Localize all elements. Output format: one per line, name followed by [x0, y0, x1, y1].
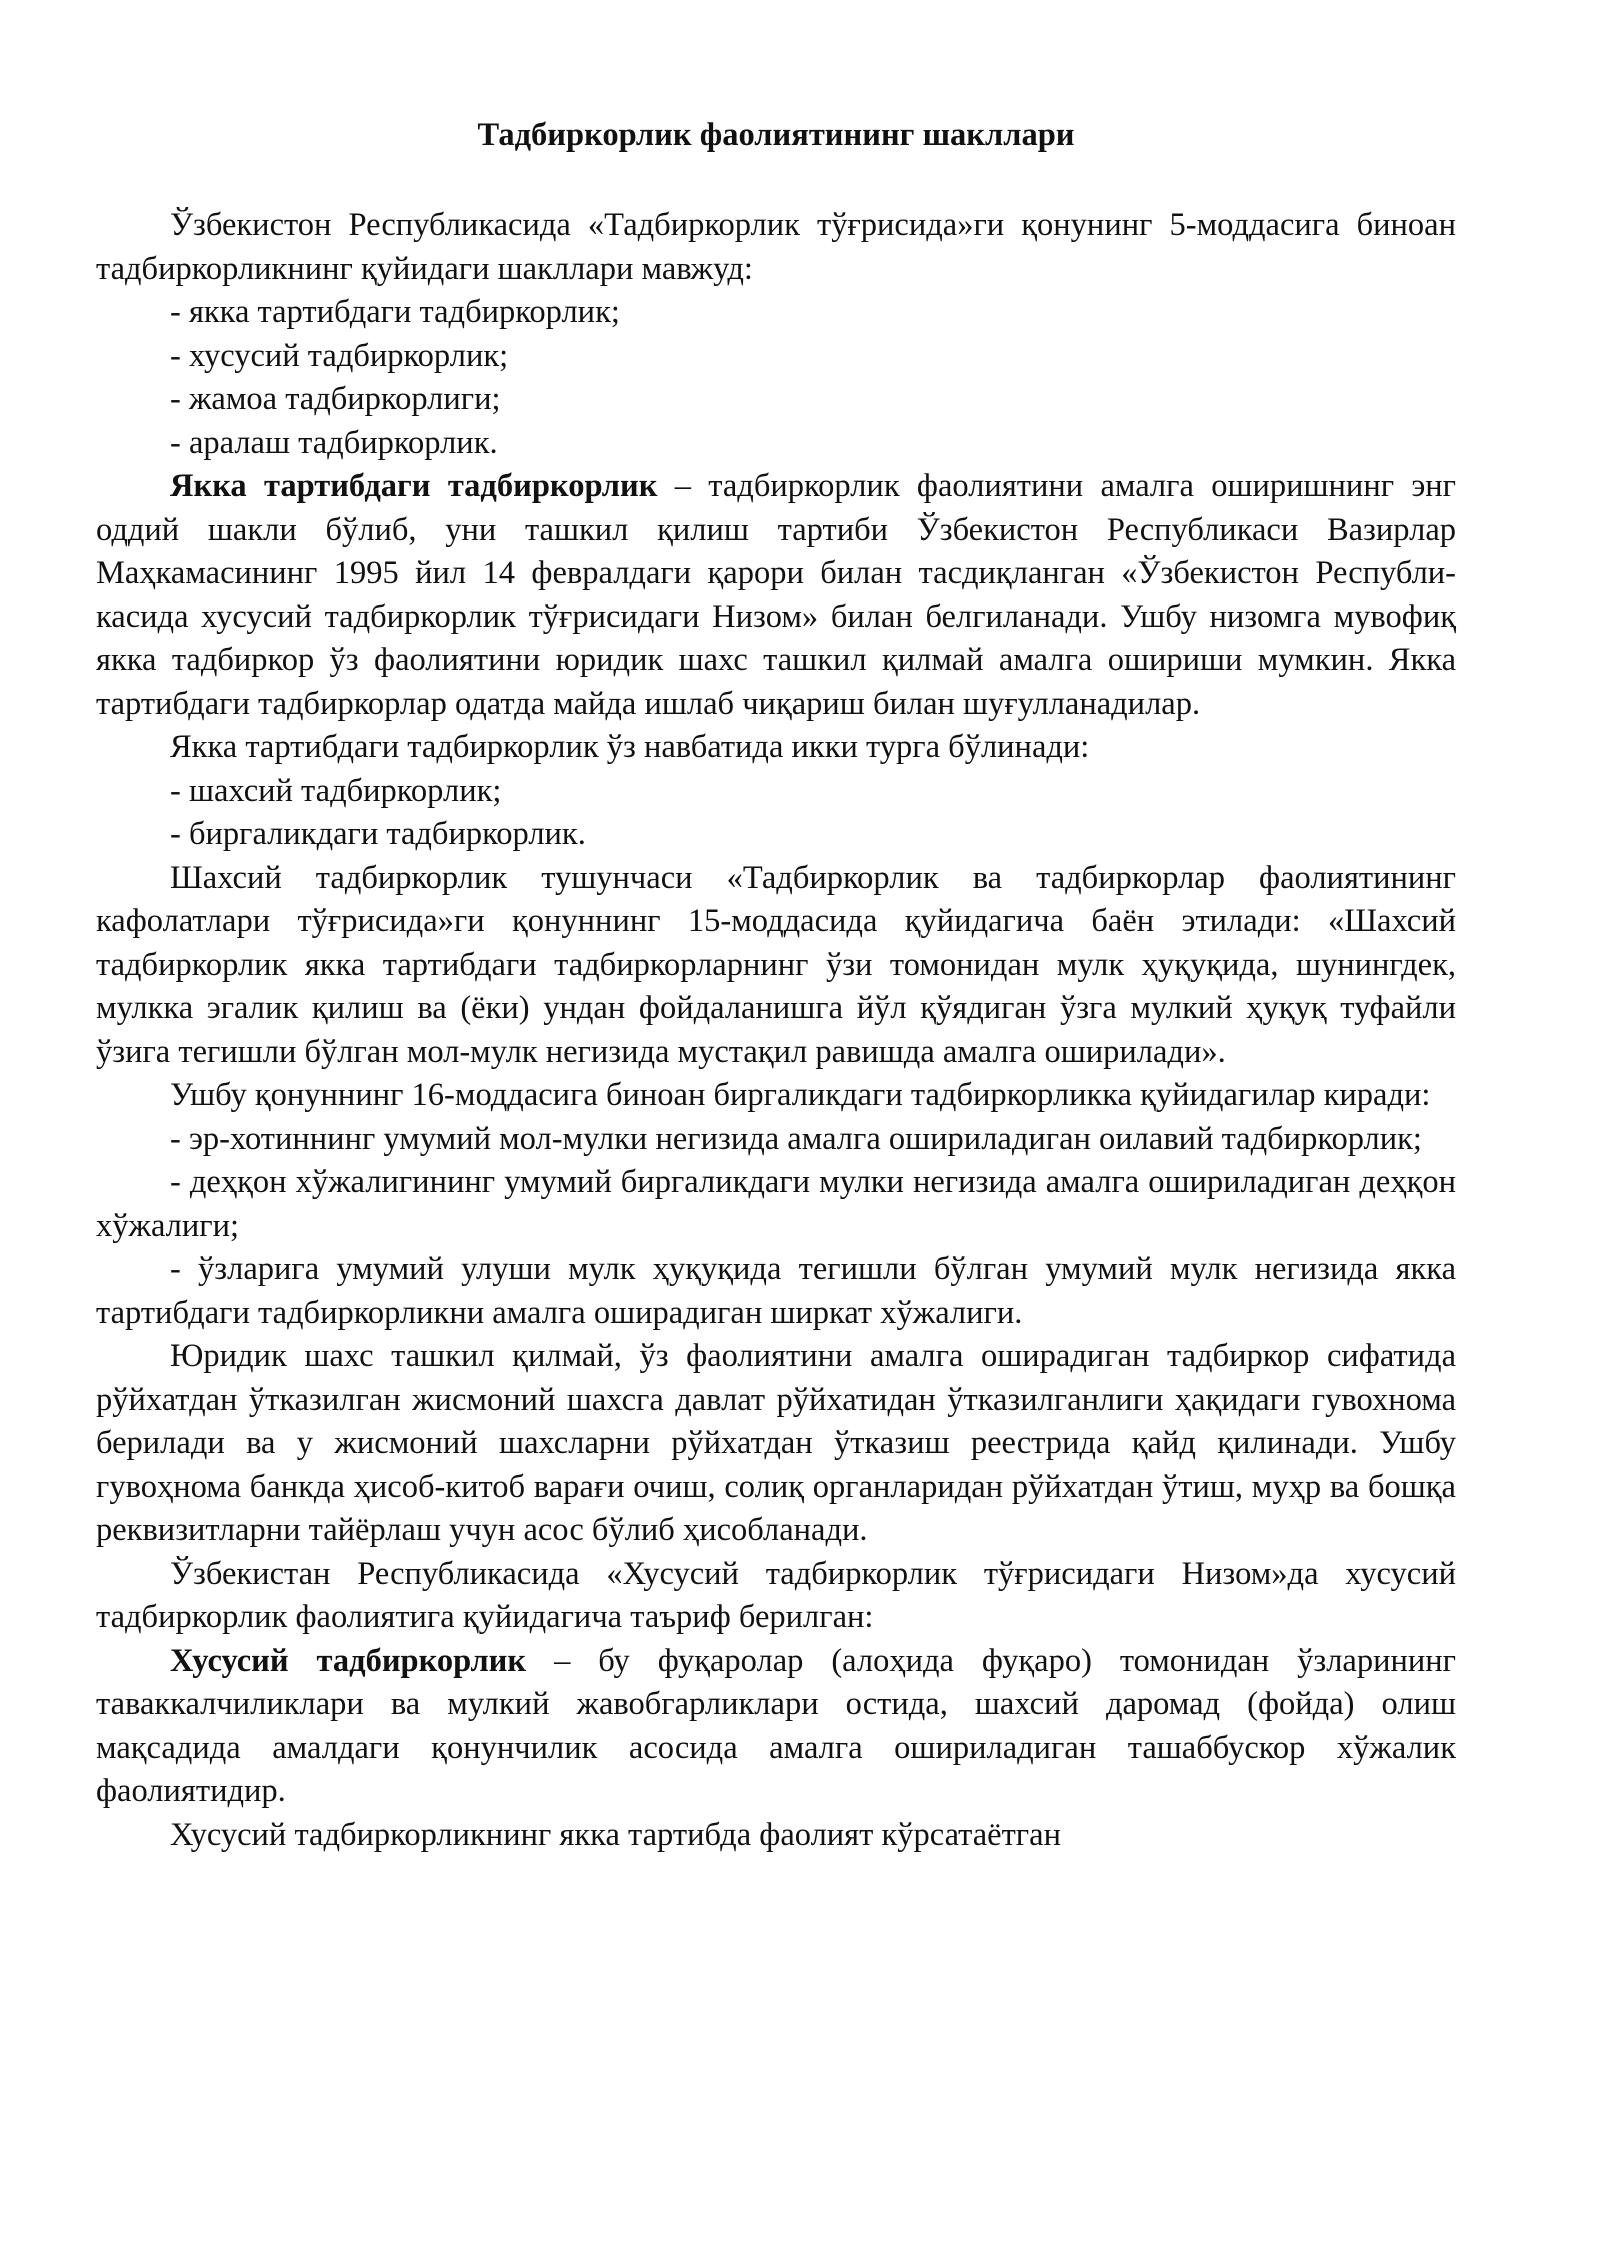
paragraph-intro: Ўзбекистон Республикасида «Тадбиркорлик тўғрисида»ги қонунинг 5-моддасига биноан тадбиркорликнинг қуйидаги шакллари мавжуд: — [96, 207, 1456, 287]
list-item: - биргаликдаги тадбиркорлик. — [170, 816, 586, 852]
list-item: - эр-хотиннинг умумий мол-мулки негизида амалга ошириладиган оилавий тадбиркорлик; — [170, 1120, 1422, 1157]
paragraph-types: Якка тартибдаги тадбиркорлик ўз навбатида икки турга бўлинади: — [170, 729, 1090, 765]
list-item: - аралаш тадбиркорлик. — [170, 424, 498, 461]
list-item: - хусусий тадбиркорлик; — [170, 337, 509, 374]
definition-text: – тадбиркорлик фаолиятини амалга оширишнинг энг оддий шакли бўлиб, уни ташкил қилиш тартиби Ўзбекистон Республикаси Вазирлар Маҳкамасининг 1995 йил 14 февралдаги қарори билан тасдиқланган «Ўзбекистон Республи-касида хусусий тадбиркорлик тўғрисидаги Низом» билан белгиланади. Ушбу низомга мувофиқ якка тадбиркор ўз фаолиятини юридик шахс ташкил қилмай амалга ошириши мумкин. Якка тартибдаги тадбиркорлар одатда майда ишлаб чиқариш билан шуғулланадилар. — [96, 468, 1456, 722]
paragraph-individual-entrepreneurship — [96, 465, 1456, 726]
list-item: - ўзларига умумий улуши мулк ҳуқуқида тегишли бўлган умумий мулк негизида якка тартибдаги тадбиркорликни амалга оширадиган ширкат хўжалиги. — [96, 1251, 1456, 1331]
definition-text: – бу фуқаролар (алоҳида фуқаро) томонидан ўзларининг таваккалчиликлари ва мулкий жавобгарликлари остида, шахсий даромад (фойда) олиш мақсадида амалдаги қонунчилик асосида амалга ошириладиган ташаббускор хўжалик фаолиятидир. — [96, 1642, 1456, 1809]
paragraph-continuation: Хусусий тадбиркорликнинг якка тартибда фаолият кўрсатаётган — [170, 1816, 1061, 1853]
paragraph-regulation: Ўзбекистан Республикасида «Хусусий тадбиркорлик тўғрисидаги Низом»да хусусий тадбиркорлик фаолиятига қуйидагича таъриф берилган: — [96, 1555, 1456, 1635]
paragraph-private-entrepreneurship — [96, 1640, 1456, 1814]
document-body — [96, 204, 1456, 1857]
term-private-entrepreneurship: Хусусий тадбиркорлик — [170, 1642, 527, 1679]
paragraph-joint-entrepreneurship: Ушбу қонуннинг 16-моддасига биноан биргаликдаги тадбиркорликка қуйидагилар киради: — [170, 1077, 1431, 1113]
list-item: - жамоа тадбиркорлиги; — [170, 381, 501, 417]
term-individual-entrepreneurship: Якка тартибдаги тадбиркорлик — [170, 468, 658, 504]
paragraph-registration: Юридик шахс ташкил қилмай, ўз фаолиятини амалга оширадиган тадбиркор сифатида рўйхатдан ўтказилган жисмоний шахсга давлат рўйхатидан ўтказилганлиги ҳақидаги гувохнома берилади ва у жисмоний шахсларни рўйхатдан ўтказиш реестрида қайд қилинади. Ушбу гувоҳнома банкда ҳисоб-китоб варағи очиш, солиқ органларидан рўйхатдан ўтиш, муҳр ва бошқа реквизитларни тайёрлаш учун асос бўлиб ҳисобланади. — [96, 1338, 1456, 1548]
list-item: - деҳқон хўжалигининг умумий биргаликдаги мулки негизида амалга ошириладиган деҳқон хўжалиги; — [96, 1164, 1456, 1244]
paragraph-personal-entrepreneurship: Шахсий тадбиркорлик тушунчаси «Тадбиркорлик ва тадбиркорлар фаолиятининг кафолатлари тўғрисида»ги қонуннинг 15-моддасида қуйидагича баён этилади: «Шахсий тадбиркорлик якка тартибдаги тадбиркорларнинг ўзи томонидан мулк ҳуқуқида, шунингдек, мулкка эгалик қилиш ва (ёки) ундан фойдаланишга йўл қўядиган ўзга мулкий ҳуқуқ туфайли ўзига тегишли бўлган мол-мулк негизида мустақил равишда амалга оширилади». — [96, 859, 1456, 1070]
page-title: Тадбиркорлик фаолиятининг шакллари — [477, 117, 1075, 153]
list-item: - якка тартибдаги тадбиркорлик; — [170, 294, 620, 330]
list-item: - шахсий тадбиркорлик; — [170, 772, 502, 809]
